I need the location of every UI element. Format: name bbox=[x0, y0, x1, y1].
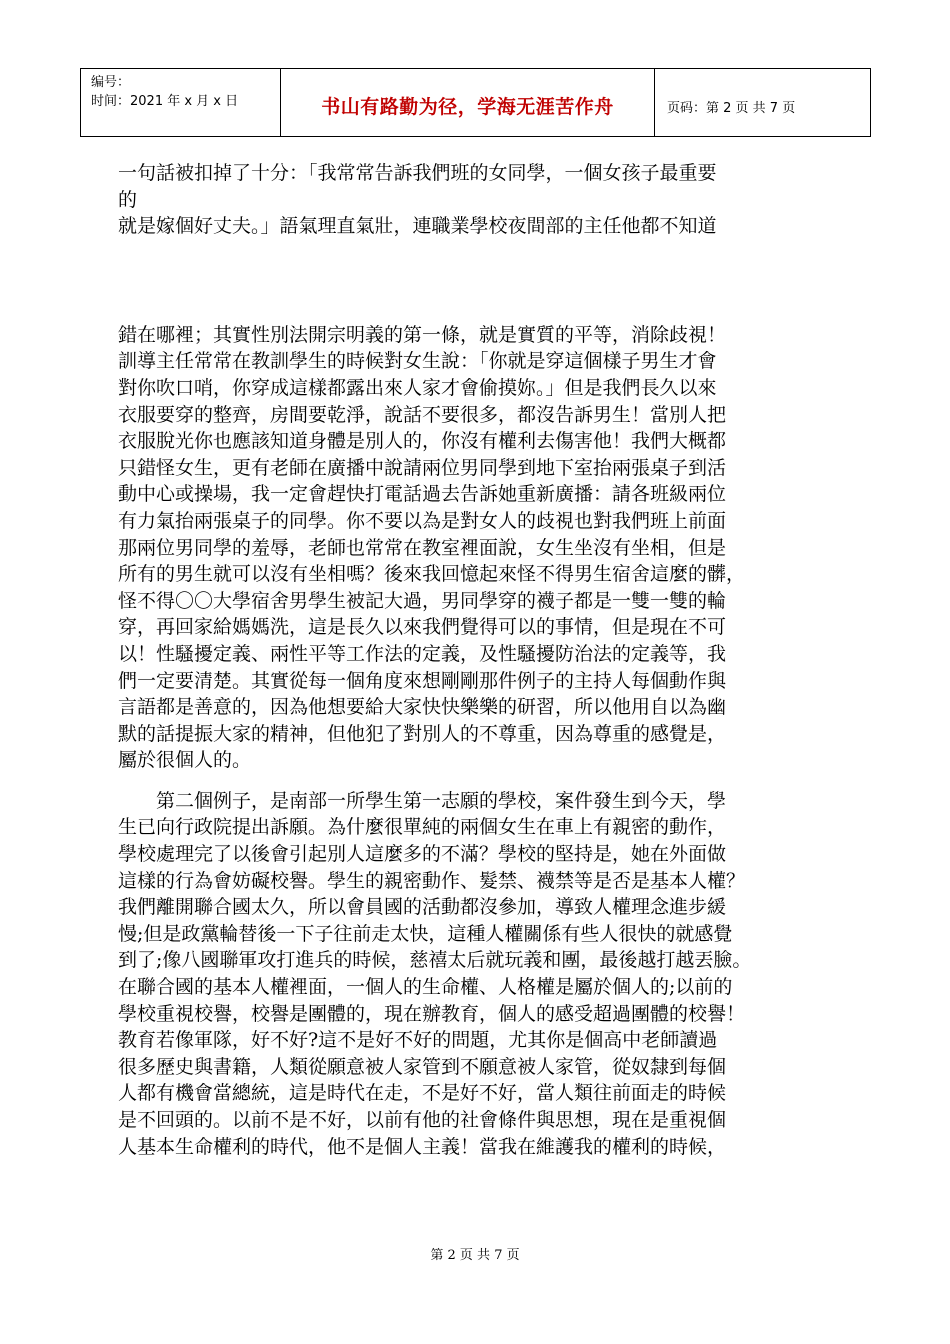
page-footer bbox=[0, 1244, 950, 1263]
document-body bbox=[118, 160, 838, 1160]
paragraph-gap bbox=[118, 240, 838, 322]
text-line: 錯在哪裡；其實性別法開宗明義的第一條，就是實質的平等，消除歧視！ bbox=[118, 323, 727, 346]
paragraph-continued-top bbox=[118, 160, 838, 240]
paragraph-gap bbox=[118, 774, 838, 788]
document-number-label: 编号： bbox=[91, 75, 131, 90]
header-page-indicator: 页码：第 2 页 共 7 页 bbox=[667, 101, 796, 116]
text-line: 穿，再回家給媽媽洗，這是長久以來我們覺得可以的事情，但是現在不可 bbox=[118, 616, 727, 639]
paragraph-second-example bbox=[118, 788, 838, 1160]
text-line: 只錯怪女生，更有老師在廣播中說請兩位男同學到地下室抬兩張桌子到活 bbox=[118, 456, 727, 479]
text-line: 人都有機會當總統，這是時代在走，不是好不好，當人類往前面走的時候 bbox=[118, 1082, 727, 1105]
page-header bbox=[80, 68, 871, 137]
text-line: 在聯合國的基本人權裡面，一個人的生命權、人格權是屬於個人的;以前的 bbox=[118, 976, 733, 999]
text-line: 對你吹口哨，你穿成這樣都露出來人家才會偷摸妳。」但是我們長久以來 bbox=[118, 376, 717, 399]
text-line: 衣服要穿的整齊，房間要乾淨，說話不要很多，都沒告訴男生！當別人把 bbox=[118, 403, 727, 426]
footer-page-number: 第 2 页 共 7 页 bbox=[430, 1248, 520, 1263]
text-line: 就是嫁個好丈夫。」語氣理直氣壯，連職業學校夜間部的主任他都不知道 bbox=[118, 215, 717, 238]
text-line: 的 bbox=[118, 188, 138, 211]
text-line: 我們離開聯合國太久，所以會員國的活動都沒參加，導致人權理念進步緩 bbox=[118, 896, 727, 919]
text-line: 有力氣抬兩張桌子的同學。你不要以為是對女人的歧視也對我們班上前面 bbox=[118, 509, 727, 532]
text-line: 動中心或操場，我一定會趕快打電話過去告訴她重新廣播：請各班級兩位 bbox=[118, 483, 727, 506]
document-date-label: 时间：2021 年 x 月 x 日 bbox=[91, 94, 239, 109]
text-line: 人基本生命權利的時代，他不是個人主義！當我在維護我的權利的時候， bbox=[118, 1135, 727, 1158]
text-line: 默的話提振大家的精神，但他犯了對別人的不尊重，因為尊重的感覺是， bbox=[118, 722, 727, 745]
text-line: 這樣的行為會妨礙校譽。學生的親密動作、髮禁、襪禁等是否是基本人權？ bbox=[118, 869, 746, 892]
text-line: 訓導主任常常在教訓學生的時候對女生說：「你就是穿這個樣子男生才會 bbox=[118, 350, 717, 373]
text-line: 言語都是善意的，因為他想要給大家快快樂樂的研習，所以他用自以為幽 bbox=[118, 696, 727, 719]
text-line: 慢;但是政黨輪替後一下子往前走太快，這種人權關係有些人很快的就感覺 bbox=[118, 922, 733, 945]
paragraph-continued bbox=[118, 322, 838, 774]
header-page-cell bbox=[655, 69, 870, 136]
text-line: 怪不得〇〇大學宿舍男學生被記大過，男同學穿的襪子都是一雙一雙的輪 bbox=[118, 589, 727, 612]
text-line: 屬於很個人的。 bbox=[118, 749, 252, 772]
text-line: 學校重視校譽，校譽是團體的，現在辦教育，個人的感受超過團體的校譽！ bbox=[118, 1002, 746, 1025]
header-meta bbox=[81, 69, 281, 136]
text-line: 以！性騷擾定義、兩性平等工作法的定義，及性騷擾防治法的定義等，我 bbox=[118, 642, 727, 665]
text-line: 是不回頭的。以前不是不好，以前有他的社會條件與思想，現在是重視個 bbox=[118, 1109, 727, 1131]
text-line: 所有的男生就可以沒有坐相嗎？後來我回憶起來怪不得男生宿舍這麼的髒， bbox=[118, 563, 746, 586]
text-line: 第二個例子，是南部一所學生第一志願的學校，案件發生到今天，學 bbox=[156, 789, 727, 812]
header-motto-cell bbox=[281, 69, 655, 136]
text-line: 一句話被扣掉了十分：「我常常告訴我們班的女同學，一個女孩子最重要 bbox=[118, 162, 717, 184]
text-line: 那兩位男同學的羞辱，老師也常常在教室裡面說，女生坐沒有坐相，但是 bbox=[118, 536, 727, 559]
text-line: 生已向行政院提出訴願。為什麼很單純的兩個女生在車上有親密的動作， bbox=[118, 816, 727, 839]
text-line: 衣服脫光你也應該知道身體是別人的，你沒有權利去傷害他！我們大概都 bbox=[118, 430, 727, 453]
text-line: 學校處理完了以後會引起別人這麼多的不滿？學校的堅持是，她在外面做 bbox=[118, 843, 727, 866]
text-line: 很多歷史與書籍，人類從願意被人家管到不願意被人家管，從奴隸到每個 bbox=[118, 1055, 727, 1078]
text-line: 到了;像八國聯軍攻打進兵的時候，慈禧太后就玩義和團，最後越打越丟臉。 bbox=[118, 949, 752, 972]
header-motto: 书山有路勤为径，学海无涯苦作舟 bbox=[321, 96, 614, 118]
text-line: 們一定要清楚。其實從每一個角度來想剛剛那件例子的主持人每個動作與 bbox=[118, 669, 727, 692]
text-line: 教育若像軍隊，好不好?這不是好不好的問題，尤其你是個高中老師讀過 bbox=[118, 1029, 718, 1052]
